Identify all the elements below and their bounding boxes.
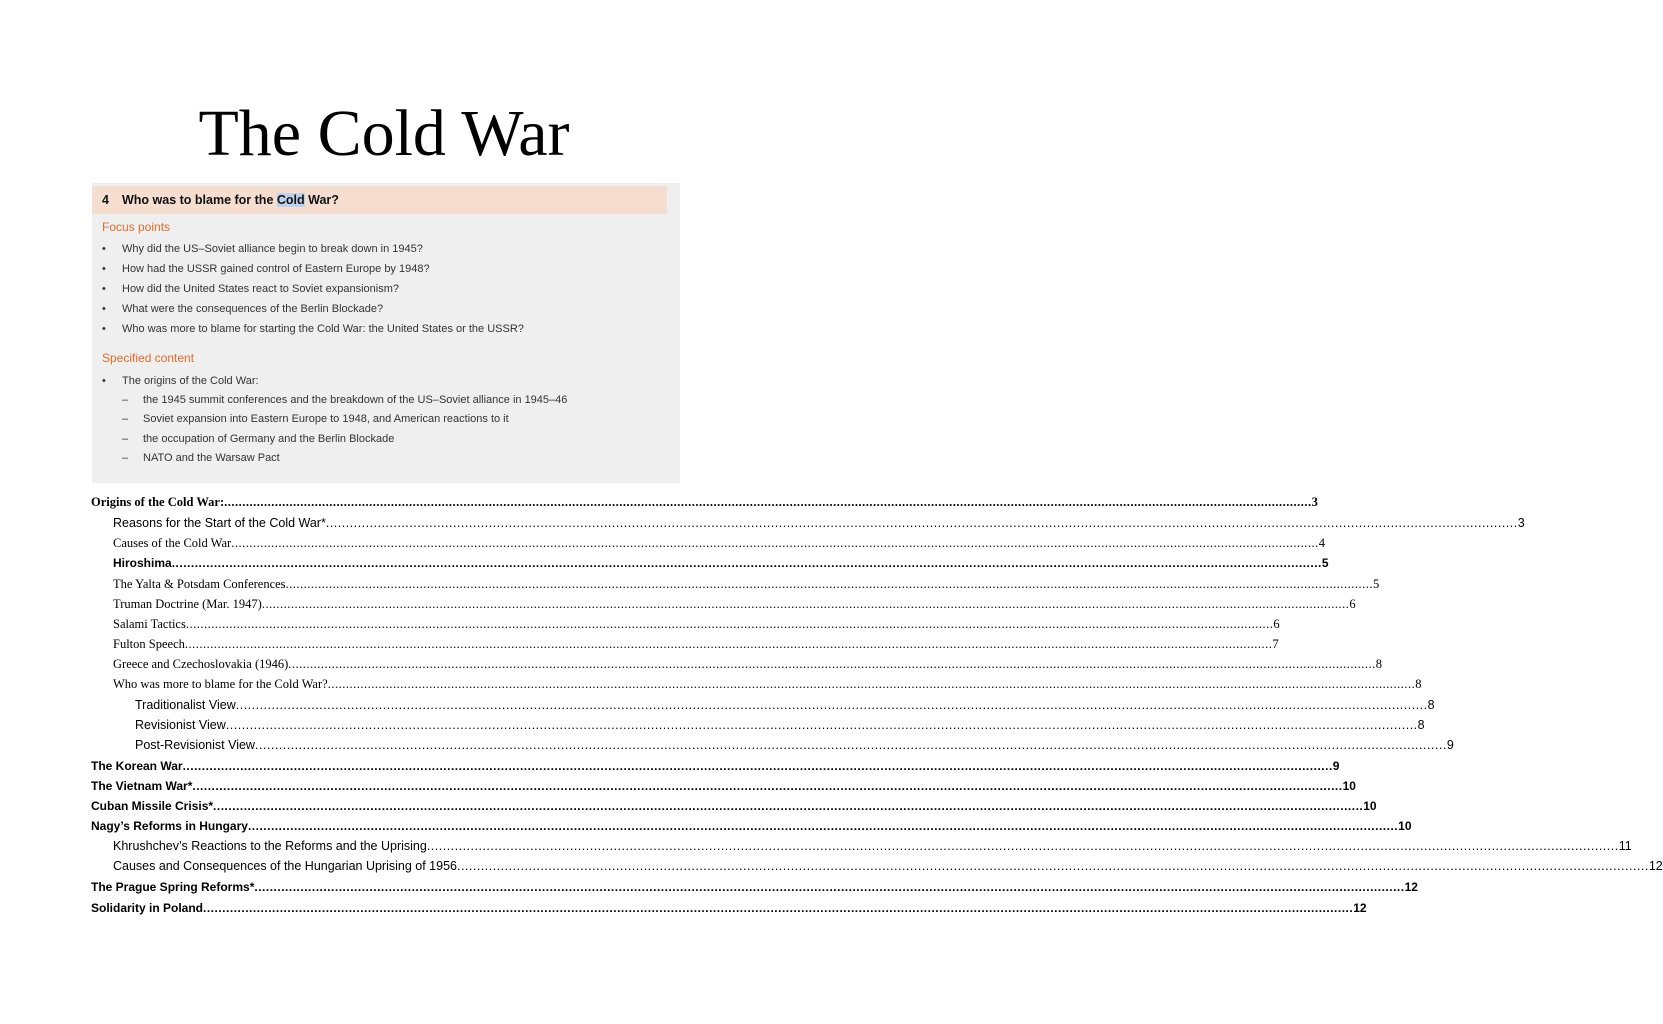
focus-points-label: Focus points <box>102 220 171 234</box>
heading-text-post: War? <box>304 193 339 207</box>
toc-entry[interactable]: Khrushchev’s Reactions to the Reforms and the Uprising ............................................................................................................................................................................................................................................................................................................ 11 <box>113 839 1632 853</box>
section-heading <box>122 186 339 214</box>
toc-entry[interactable]: Causes and Consequences of the Hungarian Uprising of 1956 ............................................................................................................................................................................................................................................................................................................ 12 <box>113 859 1663 873</box>
toc-entry[interactable]: The Yalta & Potsdam Conferences ............................................................................................................................................................................................................................................................................................................ 5 <box>113 577 1380 591</box>
toc-entry[interactable]: Causes of the Cold War ............................................................................................................................................................................................................................................................................................................ 4 <box>113 536 1325 550</box>
toc-entry[interactable]: The Prague Spring Reforms* ............................................................................................................................................................................................................................................................................................................ 12 <box>91 880 1418 894</box>
toc-entry[interactable]: Salami Tactics ............................................................................................................................................................................................................................................................................................................ 6 <box>113 617 1280 631</box>
toc-entry[interactable]: The Korean War ............................................................................................................................................................................................................................................................................................................ 9 <box>91 759 1340 773</box>
page-title: The Cold War <box>198 97 570 170</box>
toc-entry[interactable]: Cuban Missile Crisis* ............................................................................................................................................................................................................................................................................................................ 10 <box>91 799 1377 813</box>
toc-entry[interactable]: Nagy’s Reforms in Hungary ............................................................................................................................................................................................................................................................................................................ 10 <box>91 819 1412 833</box>
specified-content-label: Specified content <box>102 351 195 365</box>
section-number: 4 <box>102 193 109 207</box>
toc-entry[interactable]: Hiroshima ............................................................................................................................................................................................................................................................................................................ 5 <box>113 556 1329 570</box>
toc-entry[interactable]: The Vietnam War* ............................................................................................................................................................................................................................................................................................................ 10 <box>91 779 1356 793</box>
toc-entry[interactable]: Greece and Czechoslovakia (1946) ............................................................................................................................................................................................................................................................................................................ 8 <box>113 657 1383 671</box>
toc-entry[interactable]: Origins of the Cold War: ............................................................................................................................................................................................................................................................................................................ 3 <box>91 495 1318 509</box>
toc-entry[interactable]: Solidarity in Poland ............................................................................................................................................................................................................................................................................................................ 12 <box>91 901 1367 915</box>
toc-entry[interactable]: Fulton Speech ............................................................................................................................................................................................................................................................................................................ 7 <box>113 637 1279 651</box>
syllabus-box: 4 Who was to blame for the Cold War? Focus points • Why did the US–Soviet alliance begin to break down in 1945? • How had the USSR gained control of Eastern Europe by 1948? • How did the United States react to Soviet expansionism? • What were the consequences of the Berlin Blockade? • Who was more to blame for starting the Cold War: the United States or the USSR? Specified content • The origins of the Cold War: – the 1945 summit conferences and the breakdown of the US–Soviet alliance in 1945–46 – Soviet expansion into Eastern Europe to 1948, and American reactions to it – the occupation of Germany and the Berlin Blockade – NATO and the Warsaw Pact <box>92 183 680 483</box>
toc-entry[interactable]: Revisionist View ............................................................................................................................................................................................................................................................................................................ 8 <box>135 718 1425 732</box>
toc-entry[interactable]: Post-Revisionist View ............................................................................................................................................................................................................................................................................................................ 9 <box>135 738 1454 752</box>
box-header <box>92 186 667 214</box>
toc-entry[interactable]: Truman Doctrine (Mar. 1947) ............................................................................................................................................................................................................................................................................................................ 6 <box>113 597 1356 611</box>
toc-entry[interactable]: Who was more to blame for the Cold War? ............................................................................................................................................................................................................................................................................................................ 8 <box>113 677 1422 691</box>
heading-highlight: Cold <box>276 193 305 207</box>
toc-entry[interactable]: Traditionalist View ............................................................................................................................................................................................................................................................................................................ 8 <box>135 698 1435 712</box>
heading-text-pre: Who was to blame for the <box>122 193 277 207</box>
toc-entry[interactable]: Reasons for the Start of the Cold War* ............................................................................................................................................................................................................................................................................................................ 3 <box>113 516 1525 530</box>
